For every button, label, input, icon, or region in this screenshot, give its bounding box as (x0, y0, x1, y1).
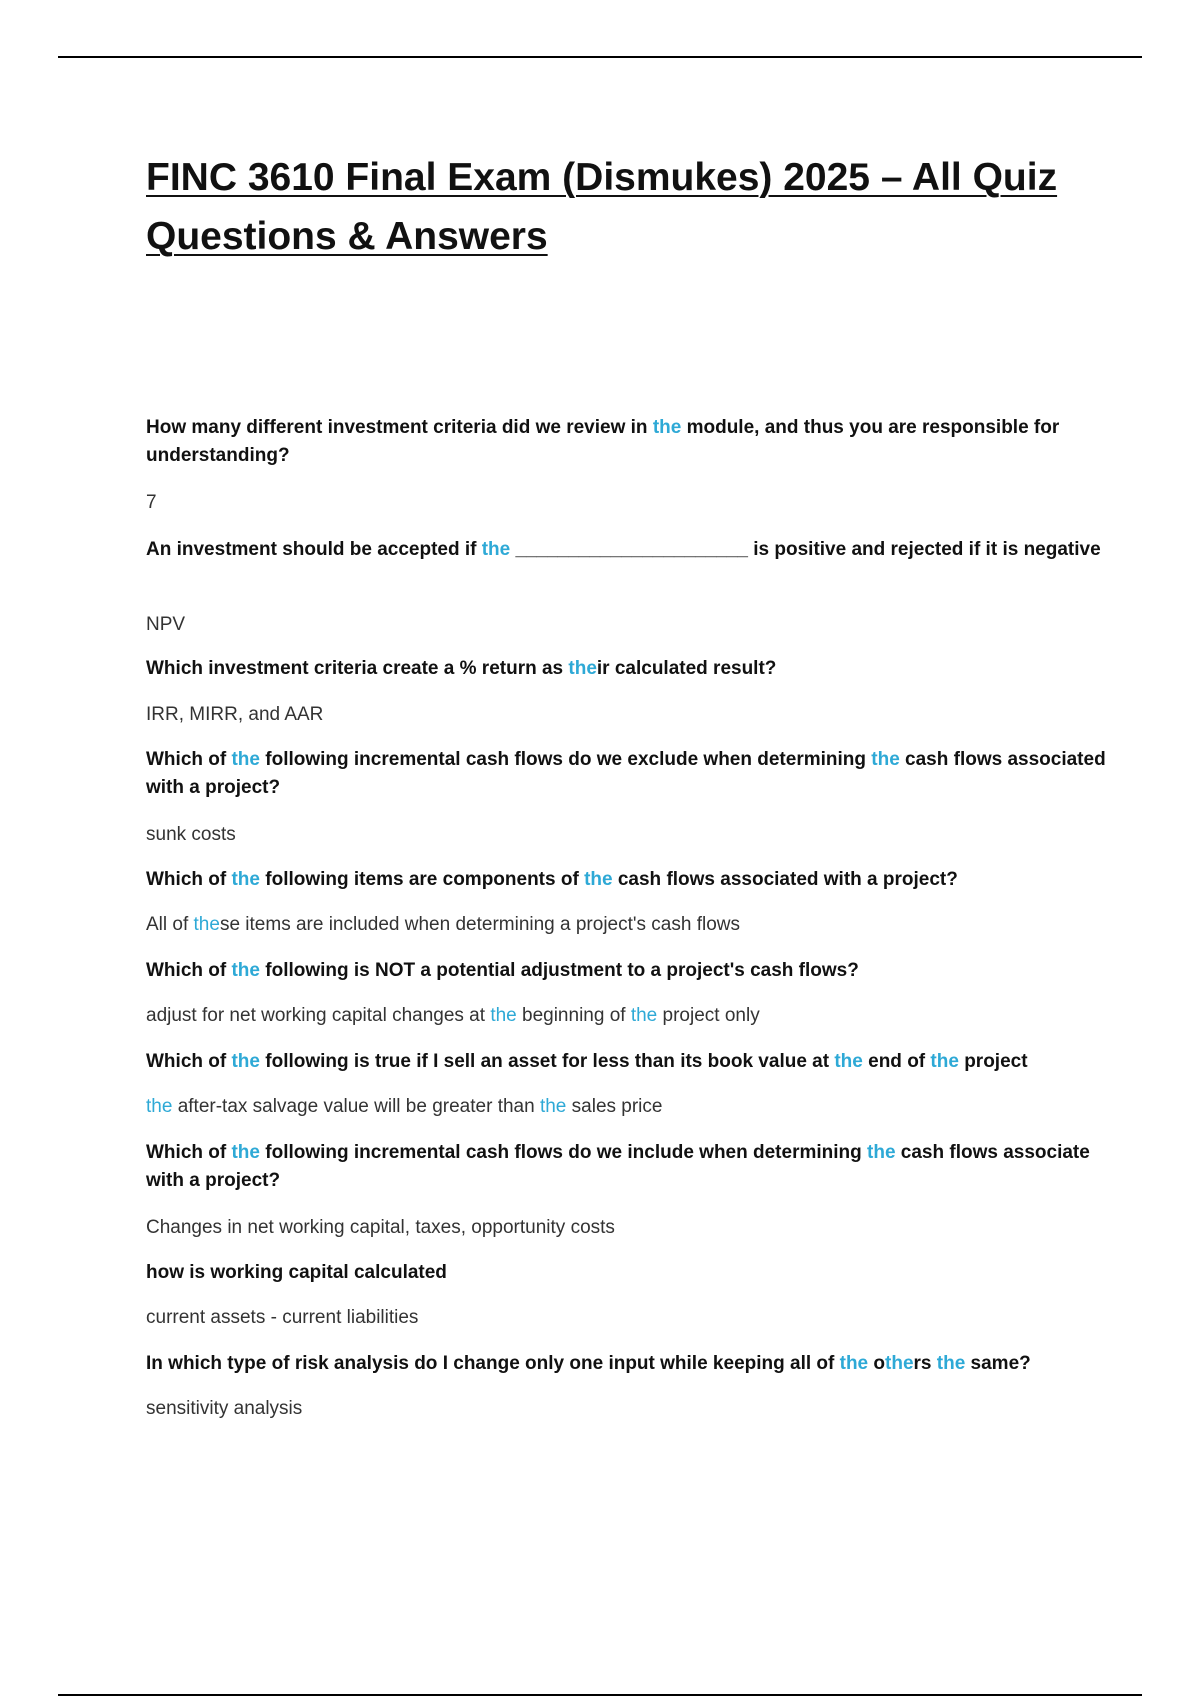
bottom-rule (58, 1694, 1142, 1696)
highlighted-word: the (231, 869, 260, 890)
text-segment: sensitivity analysis (146, 1398, 303, 1419)
answer-text (146, 611, 185, 639)
text-segment: Which of (146, 869, 232, 890)
answer-text (146, 1002, 760, 1030)
qa-item (146, 536, 1106, 635)
question-text (146, 746, 1106, 802)
answer-text (146, 701, 323, 729)
qa-item (146, 1139, 1106, 1238)
text-segment: Changes in net working capital, taxes, opportunity costs (146, 1217, 615, 1238)
text-segment: In which type of risk analysis do I change only one input while keeping all of (146, 1353, 840, 1374)
text-segment: project (958, 1051, 1028, 1072)
qa-item (146, 1048, 1106, 1117)
question-text (146, 1139, 1106, 1195)
text-segment: how is working capital calculated (146, 1262, 447, 1283)
highlighted-word: the (936, 1353, 966, 1374)
text-segment: adjust for net working capital changes at (146, 1005, 491, 1026)
text-segment: All of (146, 914, 194, 935)
answer-text (146, 911, 740, 939)
document-title: FINC 3610 Final Exam (Dismukes) 2025 – All Quiz Questions & Answers (146, 156, 1058, 258)
highlighted-word: the (867, 1142, 896, 1163)
qa-item (146, 414, 1106, 513)
text-segment: rs (913, 1353, 937, 1374)
highlighted-word: the (490, 1005, 517, 1026)
highlighted-word: the (839, 1353, 869, 1374)
question-text (146, 655, 1106, 683)
text-segment: IRR, MIRR, and AAR (146, 704, 324, 725)
text-segment: project only (657, 1005, 760, 1026)
question-text (146, 866, 1106, 894)
qa-item (146, 866, 1106, 935)
text-segment: 7 (146, 492, 157, 513)
text-segment: following is NOT a potential adjustment to a project's cash flows? (259, 960, 859, 981)
answer-text (146, 821, 236, 849)
text-segment: o (868, 1353, 886, 1374)
text-segment: cash flows associated with a project? (146, 749, 1106, 798)
highlighted-word: the (834, 1051, 863, 1072)
text-segment: ir calculated result? (596, 658, 777, 679)
highlighted-word: the (193, 914, 220, 935)
highlighted-word: the (481, 539, 511, 560)
text-segment: following is true if I sell an asset for less than its book value at (259, 1051, 835, 1072)
qa-item (146, 746, 1106, 845)
highlighted-word: the (630, 1005, 658, 1026)
text-segment: cash flows associated with a project? (612, 869, 958, 890)
document-body (146, 148, 1106, 266)
highlighted-word: the (231, 749, 260, 770)
text-segment: NPV (146, 614, 186, 635)
question-text (146, 414, 1106, 470)
top-rule (58, 56, 1142, 58)
qa-item (146, 1350, 1106, 1419)
highlighted-word: the (652, 417, 682, 438)
text-segment: cash flows associate with a project? (146, 1142, 1090, 1191)
text-segment: ______________________ is positive and rejected if it is negative (510, 539, 1101, 560)
highlighted-word: the (539, 1096, 567, 1117)
question-text (146, 957, 1106, 985)
text-segment: following items are components of (259, 869, 585, 890)
text-segment: end of (862, 1051, 931, 1072)
text-segment: sunk costs (146, 824, 236, 845)
answer-text (146, 1395, 302, 1423)
qa-item (146, 655, 1106, 725)
text-segment: after-tax salvage value will be greater than (172, 1096, 540, 1117)
text-segment: Which investment criteria create a % return as (146, 658, 569, 679)
question-text (146, 1048, 1106, 1076)
text-segment: Which of (146, 1051, 232, 1072)
highlighted-word: the (231, 1051, 260, 1072)
question-text (146, 536, 1106, 564)
highlighted-word: the (231, 960, 260, 981)
highlighted-word: the (568, 658, 597, 679)
text-segment: Which of (146, 960, 232, 981)
text-segment: following incremental cash flows do we include when determining (259, 1142, 868, 1163)
text-segment: module, and thus you are responsible for understanding? (146, 417, 1060, 466)
answer-text (146, 1304, 418, 1332)
qa-item (146, 957, 1106, 1026)
highlighted-word: the (584, 869, 613, 890)
answer-text (146, 1214, 615, 1242)
highlighted-word: the (231, 1142, 260, 1163)
question-text (146, 1259, 1106, 1287)
text-segment: current assets - current liabilities (146, 1307, 419, 1328)
highlighted-word: the (146, 1096, 173, 1117)
qa-item (146, 1259, 1106, 1328)
highlighted-word: the (930, 1051, 959, 1072)
question-text (146, 1350, 1106, 1378)
highlighted-word: the (885, 1353, 914, 1374)
text-segment: How many different investment criteria did we review in (146, 417, 653, 438)
text-segment: following incremental cash flows do we exclude when determining (259, 749, 872, 770)
answer-text (146, 489, 157, 517)
text-segment: same? (965, 1353, 1031, 1374)
answer-text (146, 1093, 662, 1121)
text-segment: beginning of (516, 1005, 631, 1026)
text-segment: An investment should be accepted if (146, 539, 482, 560)
text-segment: se items are included when determining a project's cash flows (219, 914, 741, 935)
highlighted-word: the (871, 749, 900, 770)
text-segment: Which of (146, 1142, 232, 1163)
text-segment: sales price (566, 1096, 663, 1117)
text-segment: Which of (146, 749, 232, 770)
